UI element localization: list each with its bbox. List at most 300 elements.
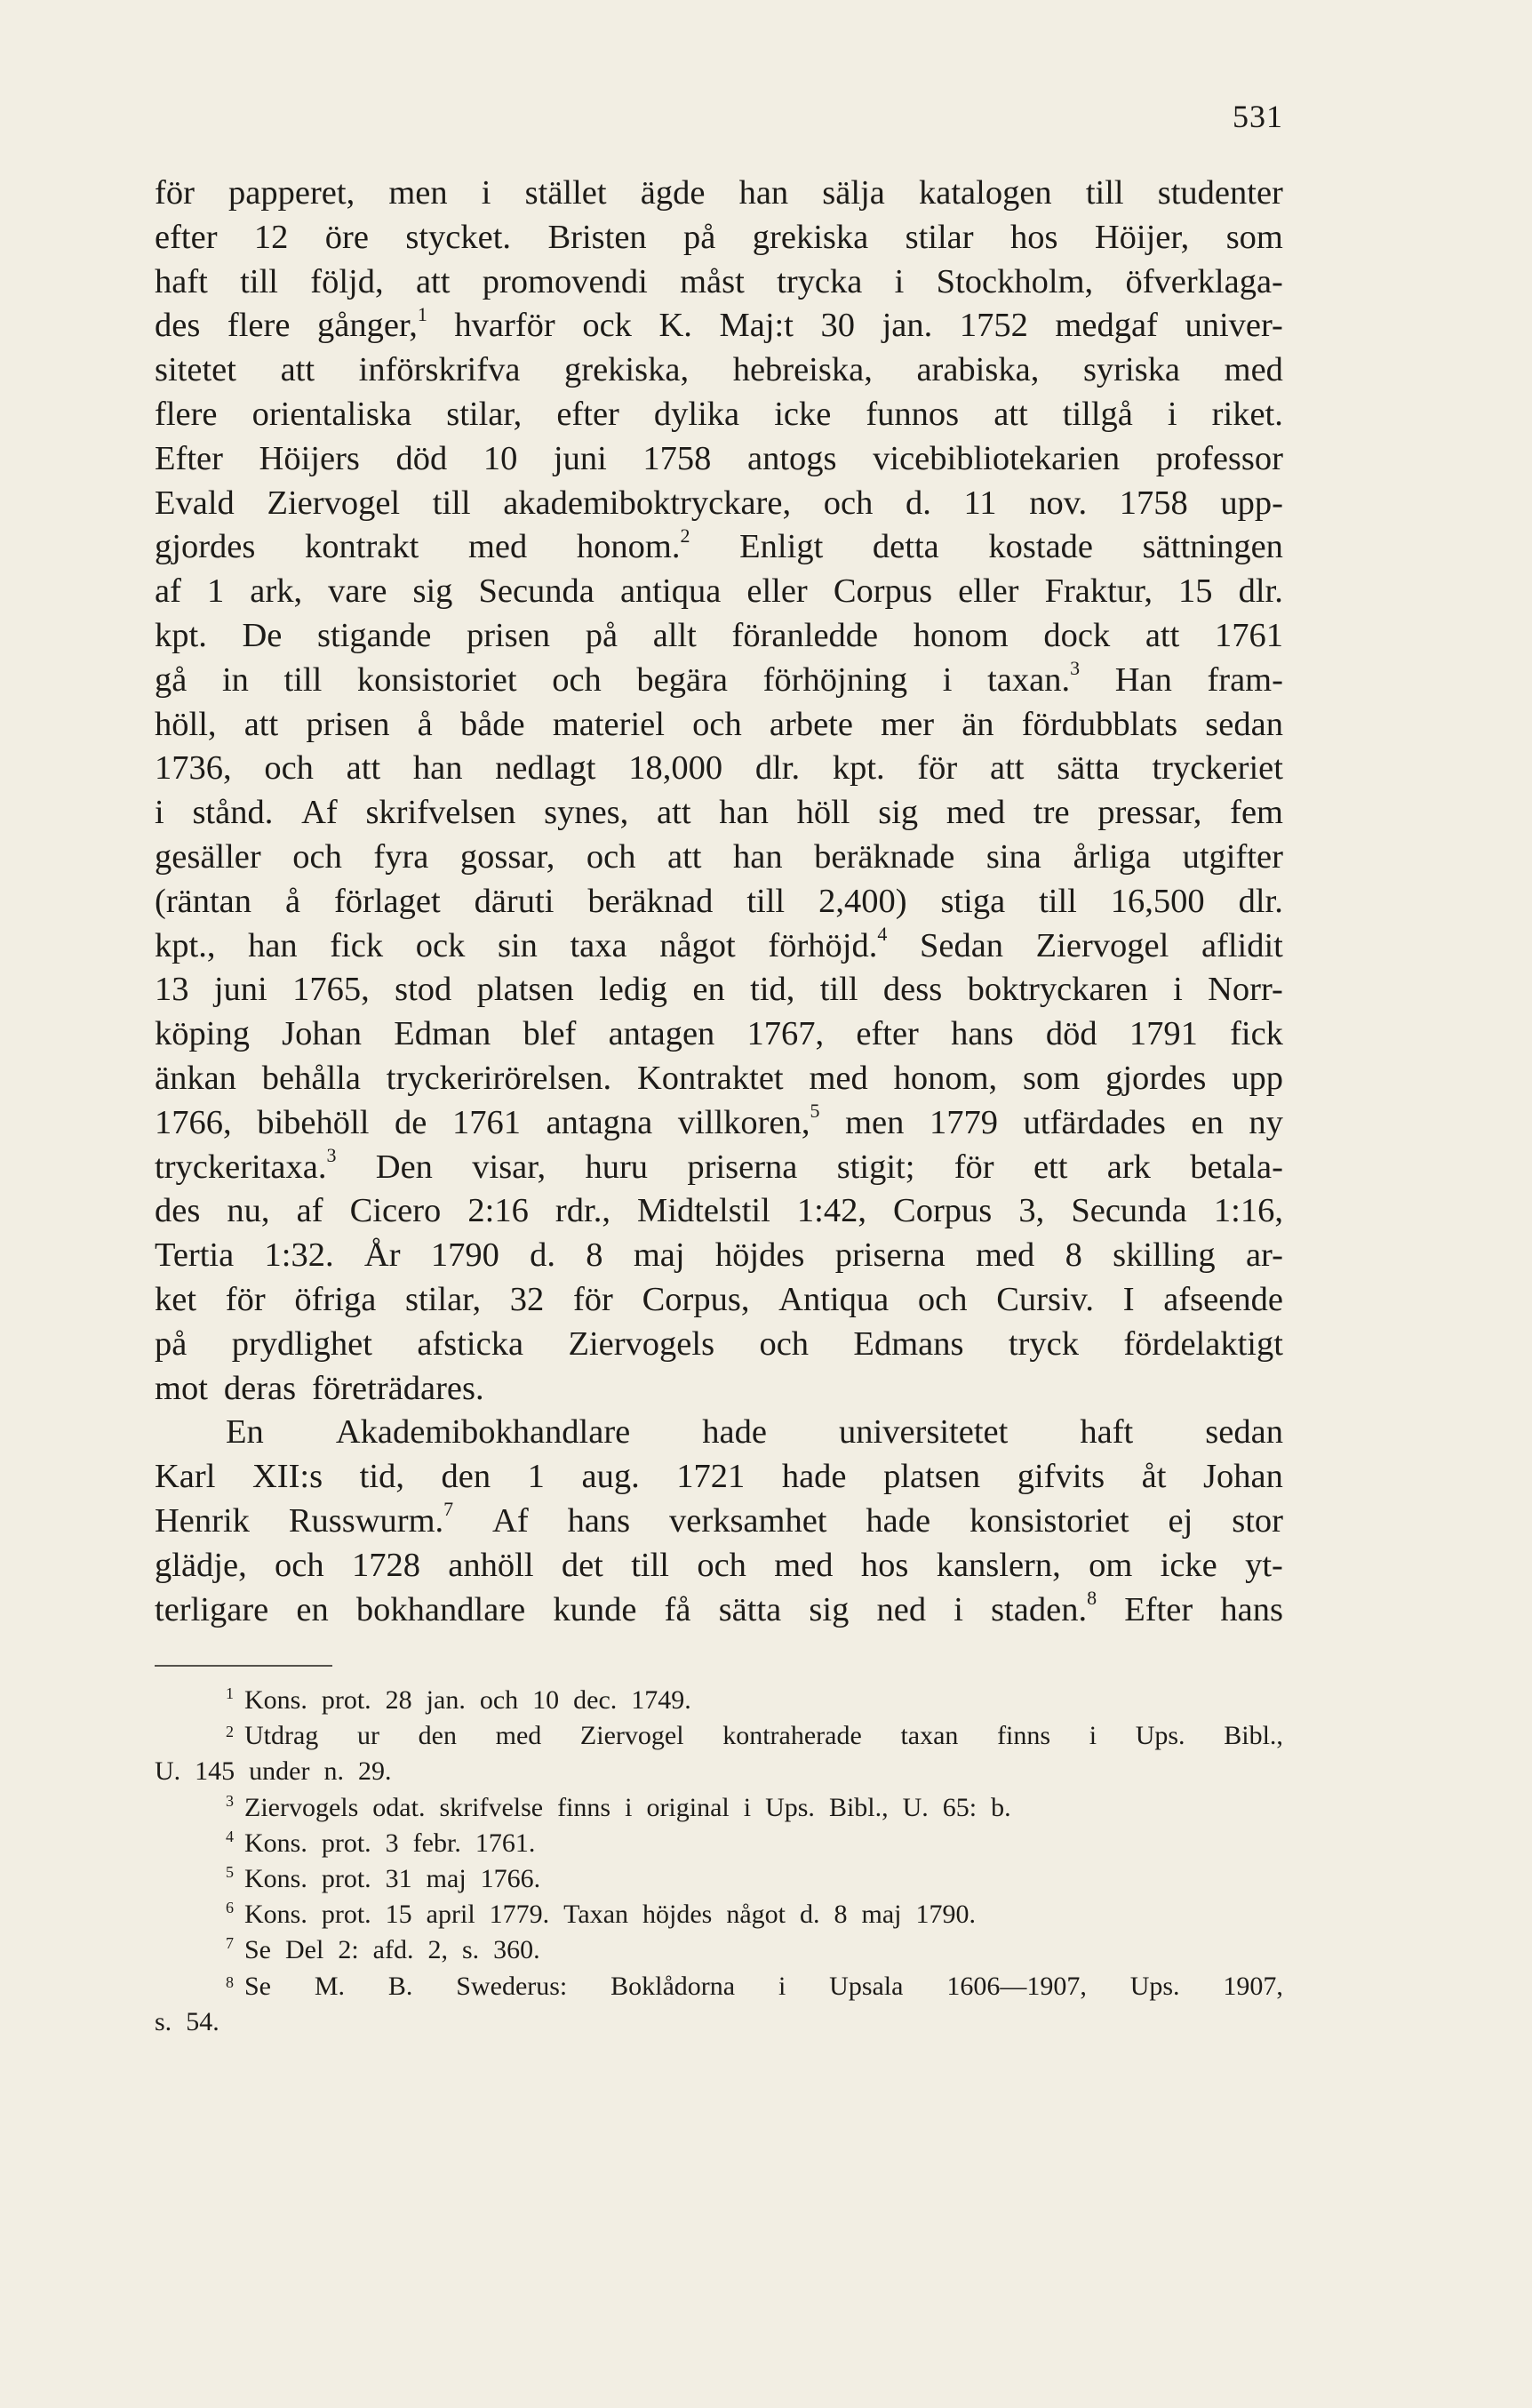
word: 1767, [746,1015,825,1053]
word: Boklådorna [610,1971,736,2001]
word: ur [356,1721,379,1751]
body-line [155,1057,1283,1101]
word: och [275,1546,324,1584]
body-line [155,260,1283,305]
word: des [155,307,201,345]
word: höjdes [642,1900,713,1930]
word: efter [556,395,619,433]
word: blef [523,1015,577,1053]
word: detta [872,528,939,566]
word: i [743,1792,752,1822]
word: afd. [372,1935,414,1965]
word: 1779 [929,1103,998,1141]
word: gjordes [155,528,256,566]
word: nov. [1029,484,1088,522]
word: 2:16 [467,1192,529,1230]
word: kpt. [832,749,885,788]
word: 15 [1178,572,1213,611]
word: 1766. [480,1863,541,1893]
word: Fraktur, [1044,572,1153,611]
word: han [248,926,298,964]
word: gånger,$^1$ [317,302,427,345]
word: hans [951,1015,1014,1053]
word: 1761. [475,1828,536,1858]
word: men [845,1103,905,1141]
word: i [942,660,953,699]
body-line [155,1455,1283,1500]
word: stilar, [446,395,523,433]
word: tryckeritaxa.$^3$ [155,1143,337,1186]
word: des [155,1192,201,1230]
word: hade [781,1458,847,1496]
word: och [264,749,314,788]
word: in [221,660,249,699]
word: ledig [599,971,668,1009]
body-line [155,216,1283,260]
word: maj [861,1900,902,1930]
word: något [726,1900,786,1930]
word: 10 [483,439,518,477]
word: för [954,1148,994,1186]
body-line [155,172,1283,216]
word: sälja [822,174,885,212]
word: Kontraktet [636,1059,784,1097]
word: kpt. [155,616,207,654]
word: 1907, [1223,1971,1283,2001]
word: verksamhet [669,1501,827,1540]
word: det [561,1546,603,1584]
body-line [155,747,1283,791]
word: Sedan [919,926,1004,964]
word: stycket. [405,218,512,256]
word: gjordes [1105,1059,1207,1097]
word: stilar [905,218,974,256]
footnote-rule [155,1665,332,1667]
word: om [1089,1546,1133,1584]
word: Corpus, [642,1280,750,1318]
word: att [657,794,691,832]
word: Han [1114,660,1172,699]
body-line [155,924,1283,969]
word: 1749. [631,1685,691,1715]
word: 16,500 [1110,882,1205,920]
word: förhöjd.$^4$ [768,922,888,964]
word: Höijers [259,439,360,477]
word: Corpus [833,572,933,611]
word: i [1173,971,1183,1009]
word: tillgå [1062,395,1133,433]
word: maj [633,1236,685,1275]
word: att [280,351,315,389]
word: honom, [893,1059,998,1097]
word: haft [1080,1413,1134,1452]
word: medgaf [1055,307,1158,345]
word: Kons. [244,1863,307,1893]
word: Kons. [244,1828,307,1858]
footnote-mark: 1 [226,1684,234,1702]
word: Cursiv. [996,1280,1095,1318]
word: professor [1155,439,1283,477]
word: Akademibokhandlare [335,1413,631,1452]
word: d. [905,484,931,522]
word: 1736, [155,749,232,788]
word: dlr. [1238,572,1283,611]
word: flere [155,395,218,433]
word: funnos [866,395,960,433]
word: akademiboktryckare, [503,484,792,522]
word: prot. [321,1828,371,1858]
word: 1758 [1119,484,1188,522]
word: efter [856,1015,919,1053]
word: arabiska, [916,351,1040,389]
word: 1 [206,572,225,611]
word: och [692,705,742,743]
word: febr. [412,1828,461,1858]
word: 1:42, [796,1192,866,1230]
word: 3, [1018,1192,1045,1230]
word: med [774,1546,834,1584]
word: d. [800,1900,820,1930]
word: och [823,484,874,522]
word: 54. [186,2006,219,2036]
word: företrädares. [312,1369,484,1407]
word: en [296,1590,329,1628]
word: begära [636,660,728,699]
word: icke [1160,1546,1217,1584]
word: 1765, [292,971,370,1009]
body-line [155,393,1283,437]
word: Af [301,794,338,832]
word: köping [155,1015,250,1053]
word: Ziervogel [579,1721,684,1751]
word: grekiska, [564,351,690,389]
body-line [155,1101,1283,1146]
word: kpt., [155,926,216,964]
word: i [778,1971,786,2001]
word: 1761 [1214,616,1283,654]
word: 10 [532,1685,560,1715]
word: Secunda [478,572,594,611]
word: 8 [1065,1236,1082,1275]
word: dlr. [754,749,801,788]
word: staden.$^8$ [991,1586,1097,1628]
word: U. [902,1792,929,1822]
word: taxan [900,1721,959,1751]
word: taxa [570,926,627,964]
word: maj [426,1863,467,1893]
word: priserna [687,1148,798,1186]
word: papperet, [228,174,355,212]
word: å [417,705,433,743]
word: K. [658,307,692,345]
word: sättningen [1142,528,1283,566]
word: promovendi [482,262,648,300]
word: Se [244,1935,271,1965]
word: XII:s [251,1458,323,1496]
word: i [481,174,491,212]
word: 1790. [915,1900,977,1930]
word: å [284,882,301,920]
word: hos [1009,218,1058,256]
word: B. [387,1971,413,2001]
word: De [242,616,283,654]
word: följd, [310,262,384,300]
word: Johan [282,1015,362,1053]
word: sätta [1057,749,1120,788]
word: 2,400) [818,882,907,920]
word: att [667,837,702,876]
word: Bibl., [828,1792,889,1822]
word: eller [746,572,808,611]
word: boktryckaren [967,971,1148,1009]
footnote-mark: 7 [226,1934,234,1953]
word: studenter [1157,174,1283,212]
word: tid, [750,971,795,1009]
word: hade [866,1501,931,1540]
word: sin [497,926,538,964]
footnote-continuation [155,2004,1283,2040]
word: till [1085,174,1124,212]
word: dlr. [1238,882,1283,920]
word: En [226,1413,264,1452]
word: kunde [553,1590,637,1628]
body-line [155,348,1283,393]
word: s. [155,2006,172,2036]
word: införskrifva [358,351,521,389]
footnote [155,1790,1283,1826]
body-line [155,1411,1283,1455]
word: stilar, [405,1280,482,1318]
word: mot [155,1369,208,1407]
word: öfverklaga- [1125,262,1283,300]
word: Bristen [547,218,647,256]
word: ny [1249,1103,1283,1141]
word: juni [213,971,267,1009]
word: fram- [1207,660,1283,699]
word: i [155,794,164,832]
word: 31 [385,1863,412,1893]
word: Cicero [349,1192,442,1230]
word: U. [155,1756,181,1787]
footnote [155,1969,1283,2004]
footnote-continuation [155,1754,1283,1789]
word: på [155,1324,188,1363]
word: glädje, [155,1546,247,1584]
word: universitetet [839,1413,1009,1452]
word: i [894,262,905,300]
word: kanslern, [936,1546,1061,1584]
word: i [1167,395,1177,433]
word: katalogen [919,174,1052,212]
word: yt- [1245,1546,1283,1584]
word: med [809,1059,868,1097]
body-line [155,1544,1283,1588]
word: däruti [474,882,555,920]
word: eller [958,572,1019,611]
word: i [1089,1721,1097,1751]
word: mer [881,705,935,743]
body-line [155,1323,1283,1367]
word: och [697,1546,746,1584]
word: Russwurm.$^7$ [288,1498,454,1540]
word: att [243,705,279,743]
body-line [155,1012,1283,1057]
word: ej [1168,1501,1193,1540]
footnote [155,1683,1283,1718]
word: och [759,1324,810,1363]
word: vicebibliotekarien [873,439,1121,477]
word: Den [375,1148,433,1186]
word: 1761 [451,1103,521,1141]
word: förlaget [333,882,441,920]
word: finns [557,1792,611,1822]
word: taxan.$^3$ [987,656,1081,699]
body-line [155,525,1283,570]
word: Corpus [893,1192,993,1230]
word: 1 [527,1458,545,1496]
body-line [155,703,1283,748]
word: och [586,837,636,876]
word: 30 [820,307,855,345]
word: än [961,705,994,743]
word: arbete [769,705,853,743]
word: Efter [1124,1590,1193,1628]
word: gifvits [1017,1458,1105,1496]
word: sig [878,794,919,832]
word: 1790 [430,1236,499,1275]
word: prot. [321,1900,371,1930]
word: sitetet [155,351,236,389]
word: Karl [155,1458,216,1496]
footnote [155,1861,1283,1897]
word: original [646,1792,730,1822]
word: antagen [608,1015,715,1053]
footnote-mark: 2 [226,1723,234,1741]
word: fem [1230,794,1283,832]
word: för [225,1280,266,1318]
word: visar, [472,1148,547,1186]
word: pressar, [1097,794,1202,832]
word: änkan [155,1059,236,1097]
word: de [395,1103,427,1141]
word: dylika [653,395,740,433]
word: riket. [1211,395,1283,433]
word: som [1023,1059,1081,1097]
word: 1766, [155,1103,232,1141]
word: med [946,794,1006,832]
word: till [432,484,471,522]
word: rdr., [555,1192,610,1230]
word: jan. [426,1685,466,1715]
word: Antiqua [778,1280,890,1318]
word: synes, [544,794,629,832]
body-line [155,570,1283,614]
word: med [976,1236,1035,1275]
body-line [155,791,1283,836]
footnote [155,1932,1283,1968]
word: den [418,1721,457,1751]
word: Höijer, [1094,218,1190,256]
word: vare [328,572,387,611]
word: få [664,1590,691,1628]
word: 3 [385,1828,399,1858]
word: död [395,439,448,477]
word: 8 [586,1236,603,1275]
word: 11 [963,484,997,522]
word: och [292,837,342,876]
word: ket [155,1280,197,1318]
word: nu, [227,1192,270,1230]
word: fick [1230,1015,1283,1053]
word: 360. [493,1935,540,1965]
body-line [155,304,1283,348]
body-line [155,1234,1283,1278]
word: hans [567,1501,631,1540]
word: kontraherade [722,1721,862,1751]
word: allt [652,616,697,654]
word: prisen [306,705,390,743]
footnote-mark: 5 [226,1862,234,1881]
word: bokhandlare [355,1590,526,1628]
word: under [249,1756,310,1787]
word: höjdes [714,1236,805,1275]
word: för [572,1280,613,1318]
word: Del [285,1935,324,1965]
word: b. [991,1792,1011,1822]
word: trycka [777,262,863,300]
word: ark, [250,572,303,611]
word: till [819,971,858,1009]
word: 29. [357,1756,392,1787]
body-line [155,1588,1283,1633]
word: sina [985,837,1041,876]
word: Bibl., [1224,1721,1283,1751]
word: sätta [718,1590,782,1628]
word: att [989,749,1025,788]
word: 1:32. [264,1236,334,1275]
word: haft [155,262,208,300]
word: till [240,262,278,300]
word: tryckerirörelsen. [386,1059,612,1097]
word: jan. [882,307,933,345]
word: en [692,971,725,1009]
body-line [155,656,1283,703]
word: dess [882,971,943,1009]
word: 28 [385,1685,412,1715]
word: upp [1232,1059,1283,1097]
word: kostade [988,528,1094,566]
word: juni [553,439,607,477]
word: stället [524,174,607,212]
word: Upsala [829,1971,904,2001]
word: ned [876,1590,927,1628]
word: 1721 [676,1458,746,1496]
word: Johan [1203,1458,1283,1496]
word: fördubblats [1021,705,1178,743]
word: nedlagt [495,749,596,788]
body-line [155,836,1283,880]
word: hos [860,1546,909,1584]
body-line [155,880,1283,924]
word: stigit; [836,1148,915,1186]
word: tryck [1008,1324,1079,1363]
word: på [585,616,618,654]
word: och [552,660,602,699]
word: kontrakt [305,528,419,566]
word: Swederus: [456,1971,568,2001]
word: priserna [834,1236,946,1275]
word: höll, [155,705,217,743]
